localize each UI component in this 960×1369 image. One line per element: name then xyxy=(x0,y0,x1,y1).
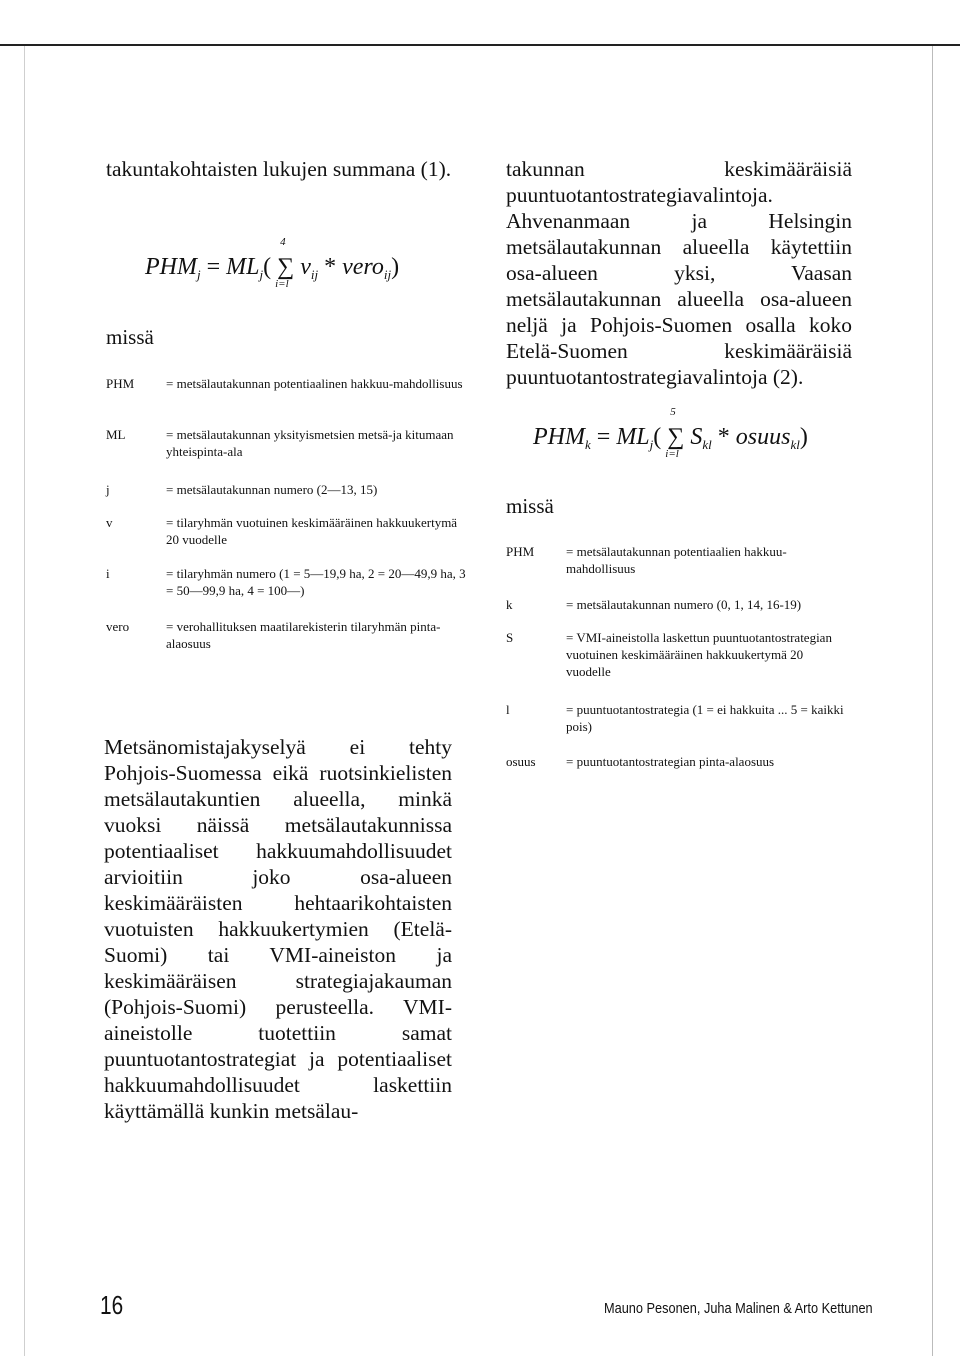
def-symbol: j xyxy=(106,482,110,497)
top-rule xyxy=(0,44,960,46)
eq2-sum: ∑ 5 i=l xyxy=(665,406,685,460)
def-vero xyxy=(106,618,466,652)
right-body-text xyxy=(506,156,852,390)
eq2-ml: ML xyxy=(616,424,650,450)
eq2-s-sub: kl xyxy=(702,437,712,452)
right-scan-edge xyxy=(932,46,933,1356)
eq2-ml-sub: j xyxy=(649,437,654,452)
def-description: = puuntuotantostrategia (1 = ei hakkuita ... 5 = kaikki pois) xyxy=(566,702,844,734)
left-body-text xyxy=(104,734,452,1124)
eq2-osuus-sub: kl xyxy=(790,437,800,452)
def-description: = metsälautakunnan potentiaalien hakkuu-mahdollisuus xyxy=(566,544,787,576)
def-description: = verohallituksen maatilarekisterin tilaryhmän pinta-alaosuus xyxy=(166,619,441,651)
def-description: = tilaryhmän vuotuinen keskimääräinen hakkuukertymä 20 vuodelle xyxy=(166,515,458,547)
right-missa: missä xyxy=(506,494,554,518)
eq1-sum: ∑ 4 i=l xyxy=(275,236,295,290)
def-symbol: ML xyxy=(106,427,126,442)
def-description: = tilaryhmän numero (1 = 5—19,9 ha, 2 = 20—49,9 ha, 3 = 50—99,9 ha, 4 = 100—) xyxy=(166,566,466,598)
def-symbol: PHM xyxy=(506,544,535,559)
right-definitions xyxy=(506,543,846,783)
def-description: = metsälautakunnan yksityismetsien metsä-ja kitumaan yhteispinta-ala xyxy=(166,427,454,459)
eq1-v: v xyxy=(300,254,311,280)
eq1-ml: ML xyxy=(226,254,260,280)
def-phm xyxy=(106,375,466,392)
def-description: = metsälautakunnan numero (0, 1, 14, 16-19) xyxy=(566,597,802,612)
eq2-osuus: osuus xyxy=(735,424,791,450)
footer-authors: Mauno Pesonen, Juha Malinen & Arto Kettunen xyxy=(604,1300,873,1317)
def-description: = metsälautakunnan potentiaalinen hakkuu-mahdollisuus xyxy=(166,376,463,391)
page-number: 16 xyxy=(100,1290,124,1320)
eq1-phm-sub: j xyxy=(196,267,201,282)
def-phm xyxy=(506,543,846,577)
def-symbol: i xyxy=(106,566,110,581)
left-definitions xyxy=(106,375,466,675)
def-description: = metsälautakunnan numero (2—13, 15) xyxy=(166,482,378,497)
eq2-phm-sub: k xyxy=(584,437,591,452)
def-v xyxy=(106,514,466,548)
intro-paragraph: takuntakohtaisten lukujen summana (1). xyxy=(106,157,452,181)
def-symbol: v xyxy=(106,515,113,530)
def-l xyxy=(506,701,846,735)
body-paragraph: takunnan keskimääräisiä puuntuotantostrategiavalintoja. Ahvenanmaan ja Helsingin metsälautakunnan alueella käytettiin osa-alueen yksi, Vaasan metsälautakunnan alueella osa-alueen neljä ja Pohjois-Suomen osalla koko Etelä-Suomen keskimääräisiä puuntuotantostrategiavalintoja (2). xyxy=(506,157,852,389)
eq2-sum-lower: i=l xyxy=(665,448,679,460)
body-paragraph: Metsänomistajakyselyä ei tehty Pohjois-Suomessa eikä ruotsinkielisten metsälautakuntien alueella, minkä vuoksi näissä metsälautakunnissa potentiaaliset hakkuumahdollisuudet arvioitiin joko osa-alueen keskimääräisten hehtaarikohtaisten vuotuisten hakkuukertymien (Etelä-Suomi) tai VMI-aineiston ja keskimääräisen strategiajakauman (Pohjois-Suomi) perusteella. VMI-aineistolle tuotettiin samat puuntuotantostrategiat ja potentiaaliset hakkuumahdollisuudet laskettiin käyttämällä kunkin metsälau- xyxy=(104,735,452,1123)
eq1-phm: PHM xyxy=(145,254,197,280)
left-scan-edge xyxy=(24,46,25,1356)
eq1-sum-upper: 4 xyxy=(280,236,286,248)
def-k xyxy=(506,596,846,613)
def-description: = puuntuotantostrategian pinta-alaosuus xyxy=(566,754,775,769)
eq1-ml-sub: j xyxy=(259,267,264,282)
equation-1: $PHM_j = ML_j$( ∑ 4 i=l $v_{ij}$ * vero$_{ij}$) xyxy=(145,236,400,290)
eq2-s: S xyxy=(690,424,703,450)
def-description: = VMI-aineistolla laskettun puuntuotantostrategian vuotuinen keskimääräinen hakkuukertymä 20 vuodelle xyxy=(566,630,832,679)
eq1-vero: vero xyxy=(342,254,384,280)
eq1-vero-sub: ij xyxy=(383,267,392,282)
def-symbol: S xyxy=(506,630,514,645)
def-osuus xyxy=(506,753,846,770)
def-symbol: osuus xyxy=(506,754,536,769)
def-symbol: PHM xyxy=(106,376,135,391)
def-symbol: vero xyxy=(106,619,130,634)
eq2-phm: PHM xyxy=(533,424,585,450)
left-intro-text xyxy=(106,156,452,182)
def-s xyxy=(506,629,846,680)
def-symbol: k xyxy=(506,597,513,612)
eq2-sum-upper: 5 xyxy=(670,406,676,418)
eq1-v-sub: ij xyxy=(310,267,319,282)
def-ml xyxy=(106,426,466,460)
def-symbol: l xyxy=(506,702,510,717)
def-j xyxy=(106,481,466,498)
equation-2: $PHM_k = ML_j$( ∑ 5 i=l $S_{kl}$ * osuus$_{kl}$) xyxy=(533,406,808,460)
left-missa: missä xyxy=(106,325,154,349)
def-i xyxy=(106,565,466,599)
eq1-sum-lower: i=l xyxy=(275,278,289,290)
